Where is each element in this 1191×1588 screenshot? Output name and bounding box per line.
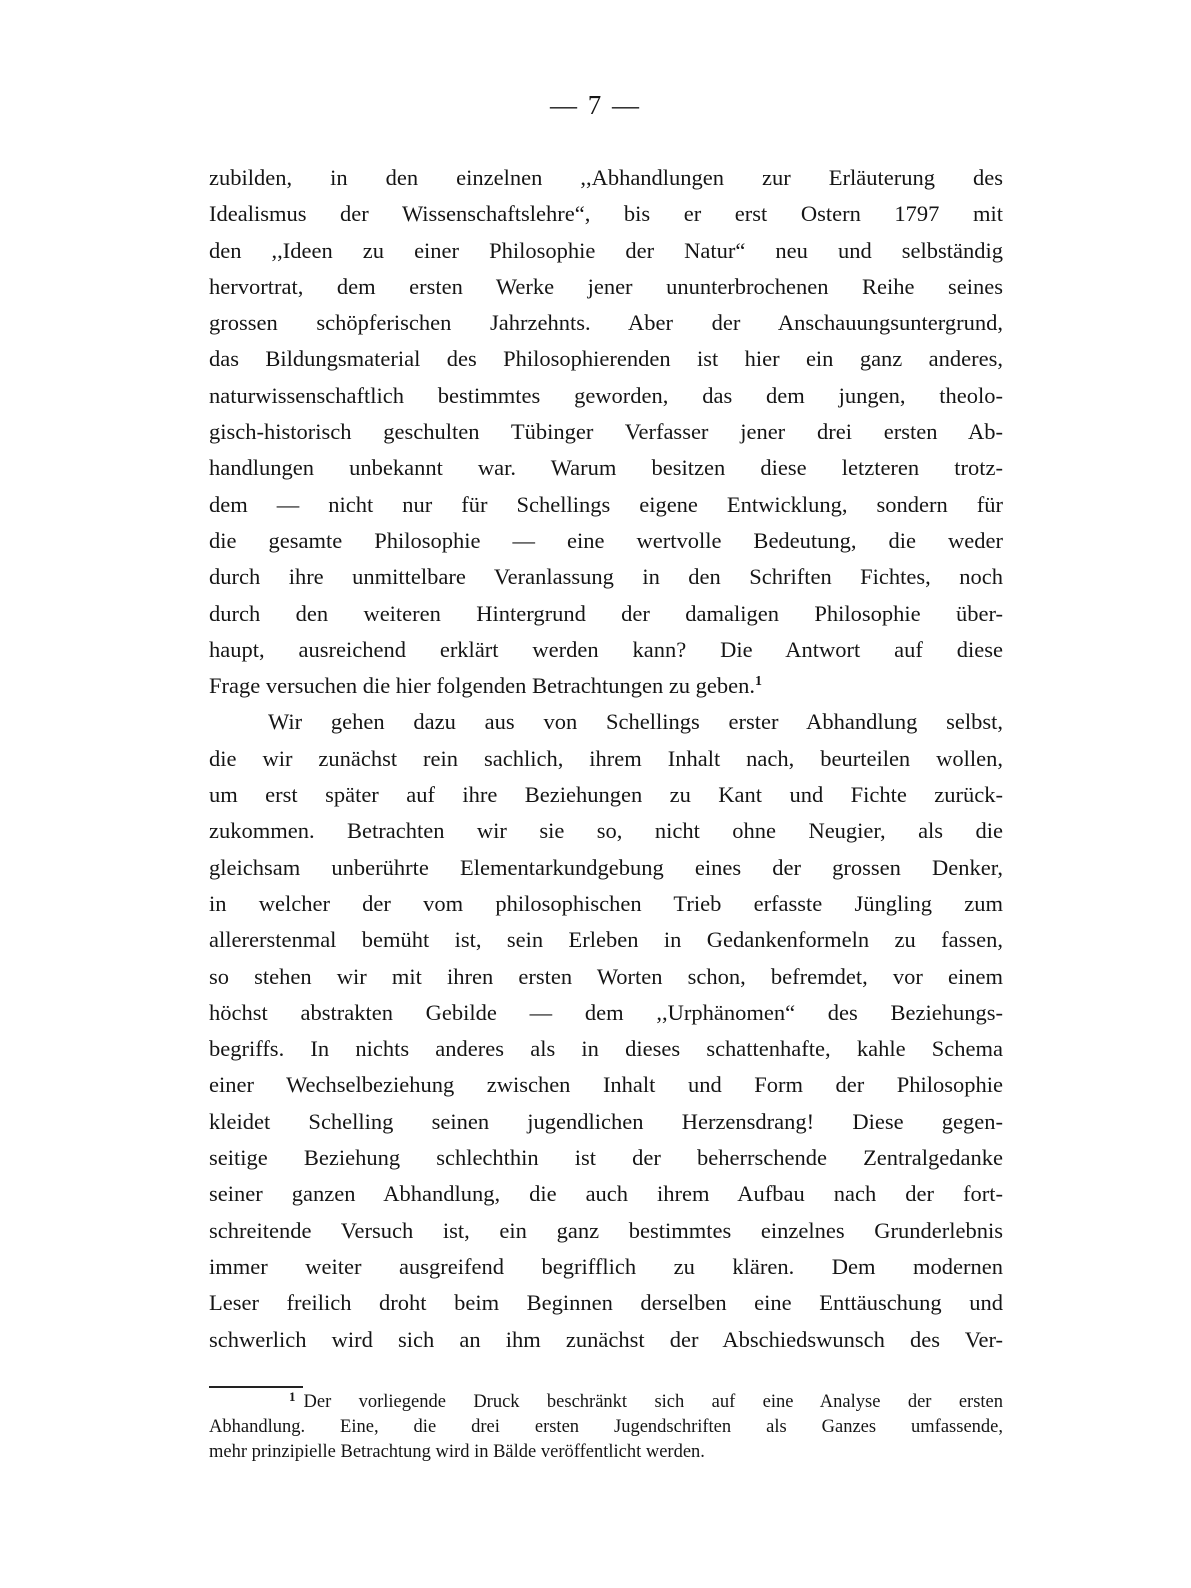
text-line: in welcher der vom philosophischen Trieb erfasste Jüngling zum bbox=[209, 890, 1003, 916]
text-line: höchst abstrakten Gebilde — dem ,,Urphänomen“ des Beziehungs- bbox=[209, 999, 1003, 1025]
text-line: durch ihre unmittelbare Veranlassung in den Schriften Fichtes, noch bbox=[209, 564, 1003, 590]
paragraph-end-line bbox=[209, 668, 1003, 704]
paragraph-start-line: Wir gehen dazu aus von Schellings erster Abhandlung selbst, bbox=[268, 709, 1003, 735]
page-number: — 7 — bbox=[550, 90, 641, 120]
text-line: naturwissenschaftlich bestimmtes geworden, das dem jungen, theolo- bbox=[209, 382, 1003, 408]
text-line: das Bildungsmaterial des Philosophierenden ist hier ein ganz anderes, bbox=[209, 346, 1003, 372]
text-line: durch den weiteren Hintergrund der damaligen Philosophie über- bbox=[209, 600, 1003, 626]
text-line: gleichsam unberührte Elementarkundgebung eines der grossen Denker, bbox=[209, 854, 1003, 880]
text-line: kleidet Schelling seinen jugendlichen Herzensdrang! Diese gegen- bbox=[209, 1108, 1003, 1134]
footnote-line: Abhandlung. Eine, die drei ersten Jugendschriften als Ganzes umfassende, bbox=[209, 1417, 1003, 1437]
text-line: gisch-historisch geschulten Tübinger Verfasser jener drei ersten Ab- bbox=[209, 419, 1003, 445]
line-text: Frage versuchen die hier folgenden Betrachtungen zu geben. bbox=[209, 673, 756, 699]
footnote-line: mehr prinzipielle Betrachtung wird in Bälde veröffentlicht werden. bbox=[209, 1442, 705, 1462]
footnote-line bbox=[209, 1390, 1003, 1415]
text-line: immer weiter ausgreifend begrifflich zu klären. Dem modernen bbox=[209, 1253, 1003, 1279]
text-line: hervortrat, dem ersten Werke jener ununterbrochenen Reihe seines bbox=[209, 273, 1003, 299]
text-line: seiner ganzen Abhandlung, die auch ihrem Aufbau nach der fort- bbox=[209, 1181, 1003, 1207]
text-line: zubilden, in den einzelnen ,,Abhandlungen zur Erläuterung des bbox=[209, 165, 1003, 190]
text-line: so stehen wir mit ihren ersten Worten schon, befremdet, vor einem bbox=[209, 963, 1003, 989]
body-text bbox=[209, 160, 1003, 1358]
footnote-marker: 1 bbox=[289, 1389, 296, 1404]
text-line: um erst später auf ihre Beziehungen zu Kant und Fichte zurück- bbox=[209, 782, 1003, 808]
text-line: begriffs. In nichts anderes als in dieses schattenhafte, kahle Schema bbox=[209, 1036, 1003, 1062]
text-line: grossen schöpferischen Jahrzehnts. Aber der Anschauungsuntergrund, bbox=[209, 310, 1003, 336]
text-line: die gesamte Philosophie — eine wertvolle Bedeutung, die weder bbox=[209, 527, 1003, 553]
text-line: handlungen unbekannt war. Warum besitzen diese letzteren trotz- bbox=[209, 455, 1003, 481]
text-line: die wir zunächst rein sachlich, ihrem Inhalt nach, beurteilen wollen, bbox=[209, 745, 1003, 771]
text-line: dem — nicht nur für Schellings eigene Entwicklung, sondern für bbox=[209, 491, 1003, 517]
text-line: Idealismus der Wissenschaftslehre“, bis er erst Ostern 1797 mit bbox=[209, 201, 1003, 227]
footnote bbox=[209, 1390, 1003, 1465]
text-line: zukommen. Betrachten wir sie so, nicht ohne Neugier, als die bbox=[209, 818, 1003, 844]
text-line: den ,,Ideen zu einer Philosophie der Natur“ neu und selbständig bbox=[209, 237, 1003, 263]
footnote-divider bbox=[209, 1386, 303, 1388]
text-line: einer Wechselbeziehung zwischen Inhalt und Form der Philosophie bbox=[209, 1072, 1003, 1098]
text-line: schreitende Versuch ist, ein ganz bestimmtes einzelnes Grunderlebnis bbox=[209, 1217, 1003, 1243]
text-line: seitige Beziehung schlechthin ist der beherrschende Zentralgedanke bbox=[209, 1145, 1003, 1171]
footnote-reference: 1 bbox=[755, 674, 763, 690]
text-line: Leser freilich droht beim Beginnen derselben eine Enttäuschung und bbox=[209, 1290, 1003, 1316]
text-line: haupt, ausreichend erklärt werden kann? Die Antwort auf diese bbox=[209, 636, 1003, 662]
footnote-line-text: Der vorliegende Druck beschränkt sich auf eine Analyse der ersten bbox=[303, 1392, 1003, 1412]
text-line: allererstenmal bemüht ist, sein Erleben in Gedankenformeln zu fassen, bbox=[209, 927, 1003, 953]
text-line: schwerlich wird sich an ihm zunächst der Abschiedswunsch des Ver- bbox=[209, 1326, 1003, 1352]
